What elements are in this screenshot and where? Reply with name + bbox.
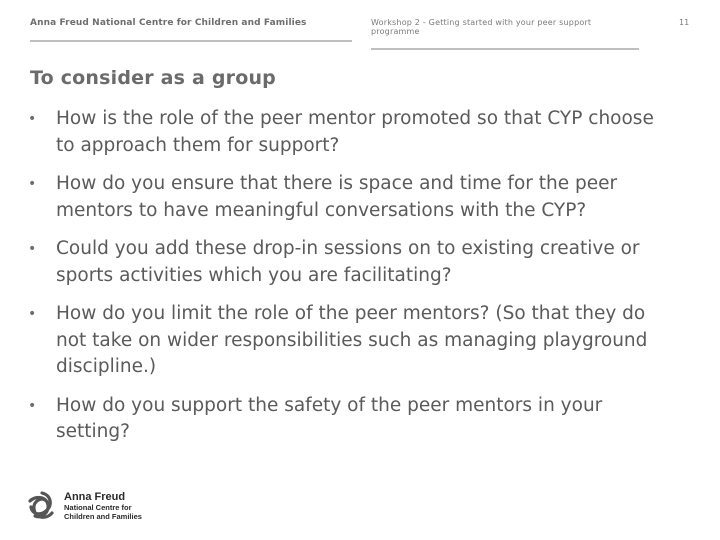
list-item-text: How is the role of the peer mentor promoted so that CYP choose to approach them for support? <box>56 108 654 156</box>
question-list <box>28 106 668 458</box>
header-organization: Anna Freud National Centre for Children and Families <box>30 18 352 42</box>
list-item <box>28 393 668 446</box>
bullet-icon: • <box>28 306 37 322</box>
list-item <box>28 171 668 224</box>
logo-name: Anna Freud <box>64 491 126 503</box>
knot-logo-icon <box>26 490 58 522</box>
list-item-text: How do you support the safety of the peer mentors in your setting? <box>56 394 603 442</box>
list-item <box>28 106 668 159</box>
list-item-text: How do you ensure that there is space and time for the peer mentors to have meaningful conversations with the CYP? <box>56 173 618 221</box>
list-item-text: How do you limit the role of the peer mentors? (So that they do not take on wider responsibilities such as managing playground discipline.) <box>56 303 648 377</box>
anna-freud-logo <box>26 490 142 522</box>
list-item-text: Could you add these drop-in sessions on to existing creative or sports activities which you are facilitating? <box>56 238 640 286</box>
bullet-icon: • <box>28 397 37 414</box>
logo-subtitle-line2: Children and Families <box>64 512 142 521</box>
bullet-icon: • <box>28 111 37 127</box>
bullet-icon: • <box>28 176 37 192</box>
bullet-icon: • <box>28 241 37 257</box>
list-item <box>28 301 668 381</box>
header-workshop-title: Workshop 2 - Getting started with your peer support programme <box>371 18 639 50</box>
slide-title: To consider as a group <box>30 67 276 89</box>
list-item <box>28 236 668 289</box>
logo-subtitle-line1: National Centre for <box>64 503 132 512</box>
page-number: 11 <box>679 18 690 27</box>
